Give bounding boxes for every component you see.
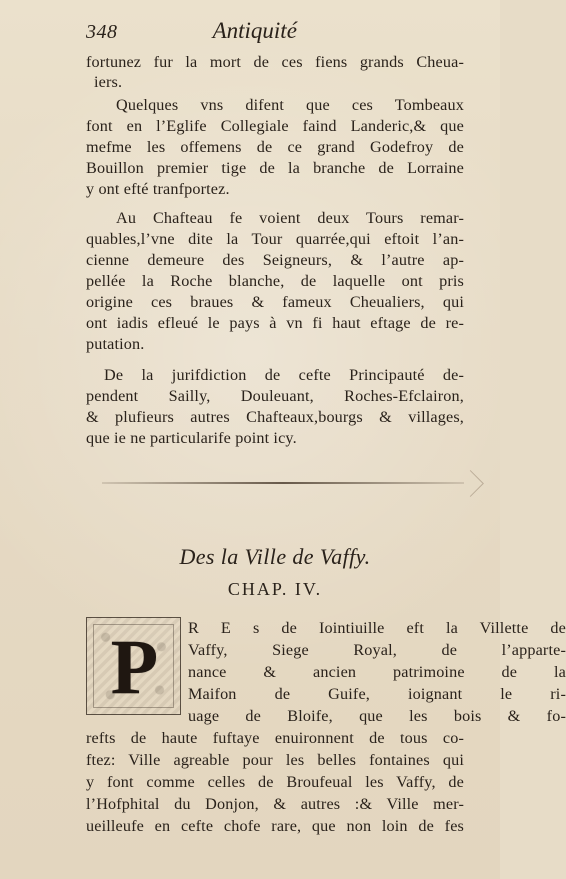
text-line: font en l’Eglife Collegiale faind Landeric,& que: [86, 117, 464, 135]
text-line: pellée la Roche blanche, de laquelle ont pris: [86, 272, 464, 290]
text-line: nance & ancien patrimoine de la: [188, 663, 566, 681]
text-line: & plufieurs autres Chafteaux,bourgs & villages,: [86, 408, 464, 426]
text-line: que ie ne particularife point icy.: [86, 429, 297, 447]
text-line: mefme les offemens de ce grand Godefroy de: [86, 138, 464, 156]
text-line: Maifon de Guife, ioignant le ri-: [188, 685, 566, 703]
drop-cap-letter: P: [110, 623, 159, 710]
page-content: [86, 52, 566, 859]
text-line: Quelques vns difent que ces Tombeaux: [116, 96, 464, 114]
text-line: ont iadis efleué le pays à vn fi haut eftage de re-: [86, 314, 464, 332]
text-line: Au Chafteau fe voient deux Tours remar-: [116, 209, 464, 227]
chapter-label: CHAP. IV.: [227, 579, 323, 599]
text-line: ueilleufe en cefte chofe rare, que non loin de fes: [86, 817, 464, 835]
text-line: iers.: [94, 73, 123, 91]
text-line: Vaffy, Siege Royal, de l’apparte-: [188, 641, 566, 659]
chapter-title: Des la Ville de Vaffy.: [179, 544, 371, 569]
text-line: putation.: [86, 335, 145, 353]
text-line: R E s de Iointiuille eft la Villette de: [188, 619, 566, 637]
text-line: uage de Bloife, que les bois & fo-: [188, 707, 566, 725]
page-header: [86, 14, 432, 44]
text-line: refts de haute fuftaye enuironnent de tous co-: [86, 729, 464, 747]
drop-cap-ornament: [86, 617, 181, 715]
text-line: l’Hofphital du Donjon, & autres :& Ville mer-: [86, 795, 464, 813]
text-line: pendent Sailly, Douleuant, Roches-Efclairon,: [86, 387, 464, 405]
page-number: 348: [86, 21, 118, 43]
text-line: fortunez fur la mort de ces fiens grands Cheua-: [86, 53, 464, 71]
text-line: cienne demeure des Seigneurs, & l’autre ap-: [86, 251, 464, 269]
text-line: quables,l’vne dite la Tour quarrée,qui eftoit l’an-: [86, 230, 464, 248]
text-line: Bouillon premier tige de la branche de Lorraine: [86, 159, 464, 177]
text-line: origine ces braues & fameux Cheualiers, qui: [86, 293, 464, 311]
text-line: y font comme celles de Broufeual les Vaffy, de: [86, 773, 464, 791]
section-separator: [102, 482, 464, 484]
text-line: De la jurifdiction de cefte Principauté de-: [104, 366, 464, 384]
text-line: y ont efté tranfportez.: [86, 180, 230, 198]
running-title: Antiquité: [212, 18, 297, 43]
text-line: ftez: Ville agreable pour les belles fontaines qui: [86, 751, 464, 769]
